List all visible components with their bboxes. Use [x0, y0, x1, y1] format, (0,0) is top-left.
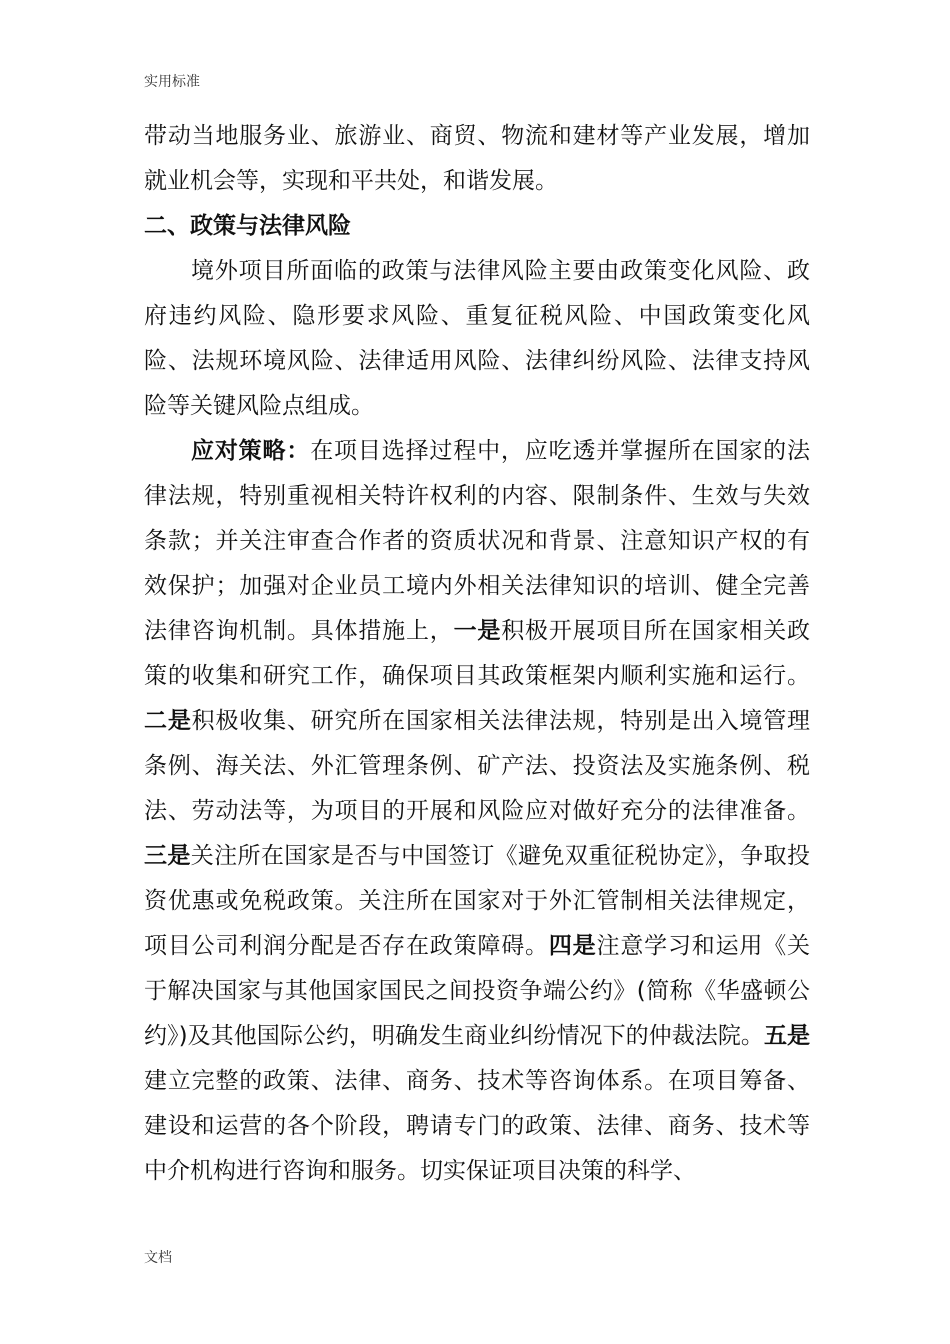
measure-4-text: 注意学习和运用《关于解决国家与其他国家国民之间投资争端公约》(简称《华盛顿公约》)及其他国际公约，明确发生商业纠纷情况下的仲裁法院。 [144, 933, 811, 1049]
strategy-text: 在项目选择过程中，应吃透并掌握所在国家的法律法规，特别重视相关特许权利的内容、限制条件、生效与失效条款；并关注审查合作者的资质状况和背景、注意知识产权的有效保护；加强对企业员工境内外相关法律知识的培训、健全完善法律咨询机制。具体措施上， [144, 438, 811, 644]
measure-4-label: 四是 [548, 933, 597, 959]
document-body [144, 114, 810, 1194]
measure-1-label: 一是 [453, 618, 502, 644]
measure-2-text: 积极收集、研究所在国家相关法律法规，特别是出入境管理条例、海关法、外汇管理条例、矿产法、投资法及实施条例、税法、劳动法等，为项目的开展和风险应对做好充分的法律准备。 [144, 708, 811, 824]
measure-5-text: 建立完整的政策、法律、商务、技术等咨询体系。在项目筹备、建设和运营的各个阶段，聘请专门的政策、法律、商务、技术等中介机构进行咨询和服务。切实保证项目决策的科学、 [144, 1068, 810, 1184]
measure-1-text: 积极开展项目所在国家相关政策的收集和研究工作，确保项目其政策框架内顺利实施和运行。 [144, 618, 811, 689]
strategy-label: 应对策略： [191, 438, 311, 464]
page-footer: 文档 [144, 1250, 172, 1266]
measure-3-label: 三是 [144, 843, 191, 869]
page-header: 实用标准 [144, 74, 200, 90]
measure-2-label: 二是 [144, 708, 192, 734]
paragraph-risk-overview: 境外项目所面临的政策与法律风险主要由政策变化风险、政府违约风险、隐形要求风险、重复征税风险、中国政策变化风险、法规环境风险、法律适用风险、法律纠纷风险、法律支持风险等关键风险点组成。 [144, 258, 810, 419]
measure-3-text: 关注所在国家是否与中国签订《避免双重征税协定》，争取投资优惠或免税政策。关注所在国家对于外汇管制相关法律规定，项目公司利润分配是否存在政策障碍。 [144, 843, 810, 959]
paragraph-strategy [144, 429, 810, 1194]
paragraph-continued: 带动当地服务业、旅游业、商贸、物流和建材等产业发展，增加就业机会等，实现和平共处，和谐发展。 [144, 123, 810, 194]
section-heading: 二、政策与法律风险 [144, 213, 351, 239]
measure-5-label: 五是 [763, 1023, 810, 1049]
